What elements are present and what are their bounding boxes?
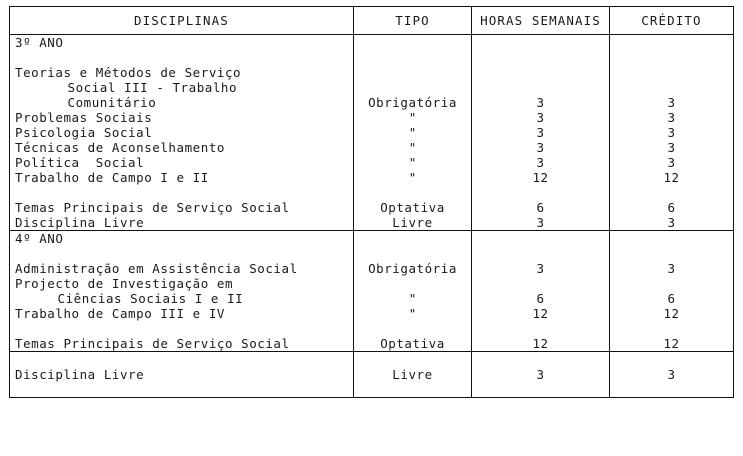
disciplina-line: Técnicas de Aconselhamento [15,140,225,155]
cell-horas-semanais [472,35,610,231]
credito-value: 12 [663,170,680,185]
column-header-horas-semanais: HORAS SEMANAIS [472,7,610,35]
year-label-4: 4º ANO [15,231,64,246]
spacer-line [472,35,609,50]
cell-disciplinas [10,35,354,231]
credito-value: 3 [667,140,676,155]
cell-credito [610,352,734,398]
spacer-line [354,352,471,367]
spacer-line [472,231,609,246]
tipo-value: Optativa [380,200,445,215]
tipo-value: Livre [392,215,433,230]
cell-horas-semanais [472,231,610,352]
spacer-line [610,352,733,367]
spacer-line [610,246,733,261]
table-body [10,35,734,398]
cell-tipo [354,231,472,352]
disciplina-line: Disciplina Livre [15,215,145,230]
disciplina-line: Política Social [15,155,145,170]
disciplina-line: Temas Principais de Serviço Social [15,336,290,351]
disciplina-line: Trabalho de Campo III e IV [15,306,225,321]
cell-horas-semanais [472,352,610,398]
tipo-value: Obrigatória [368,95,457,110]
spacer-line [472,352,609,367]
spacer-line [15,352,353,367]
year-label-3: 3º ANO [15,35,64,50]
curriculum-table [9,6,734,398]
spacer-line [354,185,471,200]
spacer-line [354,246,471,261]
spacer-line [354,80,471,95]
horas-value: 3 [536,95,545,110]
cell-tipo [354,352,472,398]
horas-value: 12 [532,306,549,321]
disciplina-line: Trabalho de Campo I e II [15,170,209,185]
spacer-line [354,35,471,50]
spacer-line [354,382,471,397]
credito-value: 3 [667,215,676,230]
horas-value: 6 [536,200,545,215]
horas-value: 12 [532,336,549,351]
disciplina-line: Psicologia Social [15,125,153,140]
horas-value: 3 [536,140,545,155]
spacer-line [15,185,353,200]
spacer-line [15,321,353,336]
tipo-value: " [408,140,417,155]
spacer-line [472,80,609,95]
horas-value: 6 [536,291,545,306]
disciplina-line: Problemas Sociais [15,110,153,125]
spacer-line [610,65,733,80]
disciplina-line: Teorias e Métodos de Serviço [15,65,242,80]
disciplina-line: Administração em Assistência Social [15,261,298,276]
spacer-line [472,50,609,65]
disciplina-line: Disciplina Livre [15,367,145,382]
spacer-line [354,65,471,80]
spacer-line [610,50,733,65]
spacer-line [610,321,733,336]
spacer-line [472,276,609,291]
disciplina-line: Projecto de Investigação em [15,276,234,291]
credito-value: 12 [663,336,680,351]
disciplina-line: Temas Principais de Serviço Social [15,200,290,215]
credito-value: 3 [667,110,676,125]
horas-value: 3 [536,367,545,382]
credito-value: 3 [667,95,676,110]
disciplina-line: Comunitário [67,95,157,110]
column-header-tipo: TIPO [354,7,472,35]
spacer-line [354,276,471,291]
cell-credito [610,35,734,231]
credito-value: 3 [667,261,676,276]
tipo-value: " [408,155,417,170]
spacer-line [15,50,353,65]
column-header-credito: CRÉDITO [610,7,734,35]
cell-credito [610,231,734,352]
spacer-line [354,231,471,246]
spacer-line [472,185,609,200]
credito-value: 3 [667,155,676,170]
horas-value: 3 [536,110,545,125]
table-header [10,7,734,35]
disciplina-line: Ciências Sociais I e II [57,291,244,306]
horas-value: 3 [536,215,545,230]
spacer-line [472,246,609,261]
horas-value: 3 [536,155,545,170]
credito-value: 3 [667,125,676,140]
spacer-line [15,382,353,397]
horas-value: 12 [532,170,549,185]
spacer-line [610,35,733,50]
tipo-value: Obrigatória [368,261,457,276]
credito-value: 6 [667,291,676,306]
table-row [10,35,734,231]
cell-disciplinas [10,352,354,398]
credito-value: 6 [667,200,676,215]
table-row [10,231,734,352]
tipo-value: " [408,125,417,140]
spacer-line [354,321,471,336]
spacer-line [610,382,733,397]
spacer-line [354,50,471,65]
spacer-line [610,276,733,291]
tipo-value: Optativa [380,336,445,351]
table-row [10,352,734,398]
cell-tipo [354,35,472,231]
spacer-line [610,185,733,200]
credito-value: 3 [667,367,676,382]
credito-value: 12 [663,306,680,321]
spacer-line [610,80,733,95]
tipo-value: " [408,110,417,125]
horas-value: 3 [536,125,545,140]
column-header-disciplinas: DISCIPLINAS [10,7,354,35]
horas-value: 3 [536,261,545,276]
spacer-line [15,246,353,261]
disciplina-line: Social III - Trabalho [67,80,238,95]
tipo-value: " [408,291,417,306]
table-header-row [10,7,734,35]
tipo-value: Livre [392,367,433,382]
spacer-line [472,65,609,80]
spacer-line [472,321,609,336]
spacer-line [610,231,733,246]
tipo-value: " [408,170,417,185]
spacer-line [472,382,609,397]
tipo-value: " [408,306,417,321]
cell-disciplinas [10,231,354,352]
